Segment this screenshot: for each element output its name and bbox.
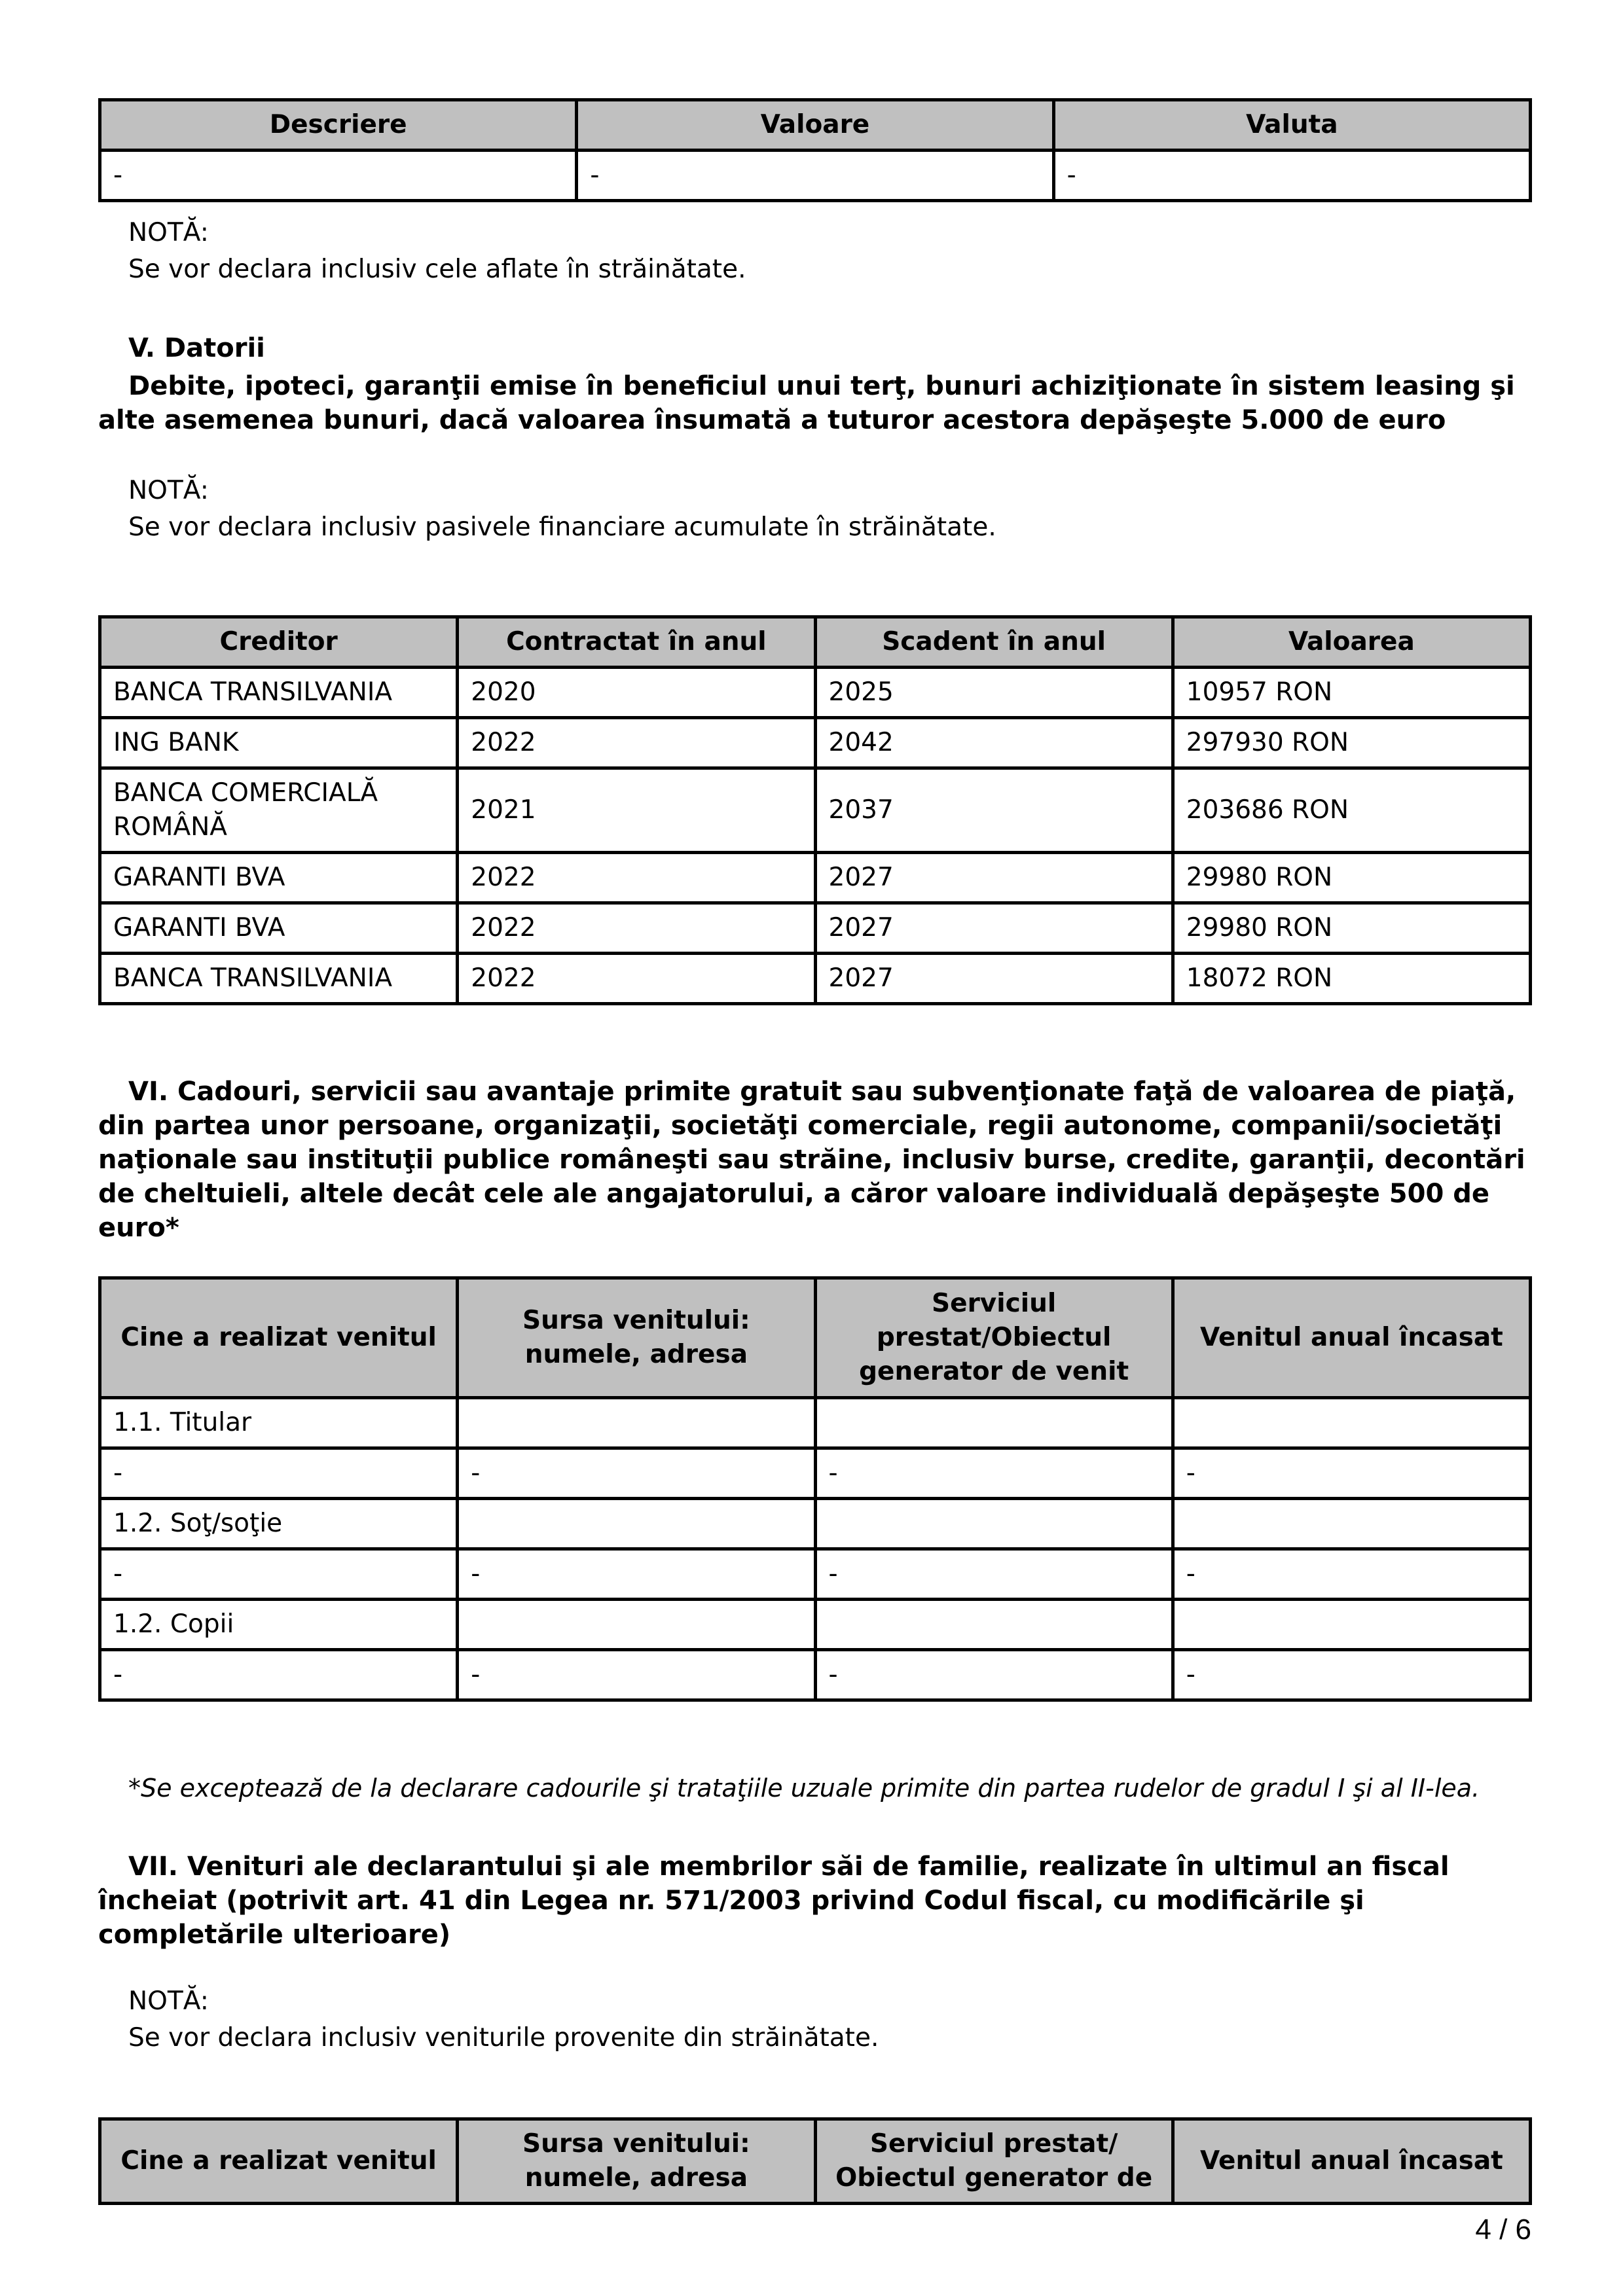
note-label: NOTĂ:: [128, 218, 209, 247]
note-label: NOTĂ:: [128, 1986, 209, 2016]
table-cell: -: [458, 1448, 815, 1499]
section-title: VI. Cadouri, servicii sau avantaje primite gratuit sau subvenţionate faţă de valoarea de piaţă, din partea unor persoane, organizaţii, societăţi comerciale, regii autonome, companii/societăţi naţionale sau instituţii publice româneşti sau străine, inclusiv burse, credite, garanţii, decontări de cheltuieli, altele decât cele ale angajatorului, a căror valoare individuală depăşeşte 500 de euro*: [98, 1077, 1525, 1243]
table-row: [100, 151, 1531, 201]
table-cell: 2020: [458, 668, 815, 718]
table-cell: -: [100, 151, 577, 201]
table-header: Valoare: [577, 100, 1053, 151]
table-row: [100, 1398, 1531, 1448]
table-header: Contractat în anul: [458, 617, 815, 668]
table-row: [100, 768, 1531, 853]
table-cell: [1173, 1398, 1530, 1448]
note-text: Se vor declara inclusiv veniturile provenite din străinătate.: [128, 2023, 879, 2053]
section-7: [98, 1850, 1532, 1952]
table-row: [100, 1650, 1531, 1700]
table-cell: 2027: [815, 853, 1173, 903]
table-row: [100, 1499, 1531, 1549]
table-header-row: [100, 100, 1531, 151]
table-cell: 2022: [458, 718, 815, 768]
table-cell: 10957 RON: [1173, 668, 1530, 718]
table-cell: -: [1173, 1549, 1530, 1600]
table-cell: 2022: [458, 853, 815, 903]
table-header: Valoarea: [1173, 617, 1530, 668]
section-title: VII. Venituri ale declarantului şi ale membrilor săi de familie, realizate în ultimul an fiscal încheiat (potrivit art. 41 din Legea nr. 571/2003 privind Codul fiscal, cu modificările şi completările ulterioare): [98, 1852, 1450, 1950]
section-title: V. Datorii: [128, 333, 265, 363]
table-cell: 2022: [458, 903, 815, 954]
table-row: [100, 954, 1531, 1004]
table-cell: -: [815, 1448, 1173, 1499]
table-cell: [458, 1398, 815, 1448]
table-row: [100, 1549, 1531, 1600]
table-header-row: [100, 617, 1531, 668]
table-cell: GARANTI BVA: [100, 903, 458, 954]
table-header: Descriere: [100, 100, 577, 151]
table-cell: 2042: [815, 718, 1173, 768]
table-cell: -: [458, 1549, 815, 1600]
table-header: Serviciul prestat/ Obiectul generator de: [815, 2119, 1173, 2204]
table-cell: 18072 RON: [1173, 954, 1530, 1004]
table-row: [100, 1448, 1531, 1499]
table-cell: [815, 1600, 1173, 1650]
table-header-row: [100, 2119, 1531, 2204]
table-header: Venitul anual încasat: [1173, 2119, 1530, 2204]
table-cell: 2021: [458, 768, 815, 853]
table-cell: [815, 1499, 1173, 1549]
table-cell: [815, 1398, 1173, 1448]
table-cell: BANCA TRANSILVANIA: [100, 668, 458, 718]
table-row: [100, 853, 1531, 903]
table-cell: 2037: [815, 768, 1173, 853]
note-text: Se vor declara inclusiv cele aflate în străinătate.: [128, 255, 746, 284]
table-cell: 2027: [815, 954, 1173, 1004]
note-label: NOTĂ:: [128, 476, 209, 505]
table-cell: 2022: [458, 954, 815, 1004]
table-cell: -: [100, 1549, 458, 1600]
debts-table: [98, 615, 1532, 1005]
table-cell: 203686 RON: [1173, 768, 1530, 853]
table-cell: -: [458, 1650, 815, 1700]
table-header: Valuta: [1053, 100, 1530, 151]
table-row: [100, 668, 1531, 718]
table-cell: -: [815, 1549, 1173, 1600]
page-number: 4 / 6: [1475, 2214, 1531, 2246]
table-cell: -: [1173, 1448, 1530, 1499]
table-cell: -: [100, 1448, 458, 1499]
table-cell: -: [577, 151, 1053, 201]
table-header-row: [100, 1278, 1531, 1398]
table-row: [100, 1600, 1531, 1650]
table-cell: GARANTI BVA: [100, 853, 458, 903]
table-cell: ING BANK: [100, 718, 458, 768]
section-6: [98, 1075, 1532, 1245]
table-cell: [458, 1600, 815, 1650]
assets-table: [98, 98, 1532, 202]
table-header: Scadent în anul: [815, 617, 1173, 668]
table-cell: 2025: [815, 668, 1173, 718]
table-header: Venitul anual încasat: [1173, 1278, 1530, 1398]
table-cell: BANCA COMERCIALĂ ROMÂNĂ: [100, 768, 458, 853]
table-header: Sursa venitului: numele, adresa: [458, 2119, 815, 2204]
note-block: [98, 215, 746, 288]
section-subtitle: Debite, ipoteci, garanţii emise în beneficiul unui terţ, bunuri achiziţionate în sistem leasing şi alte asemenea bunuri, dacă valoarea însumată a tuturor acestora depăşeşte 5.000 de euro: [98, 371, 1515, 435]
note-text: Se vor declara inclusiv pasivele financiare acumulate în străinătate.: [128, 512, 996, 542]
table-cell: 1.2. Soţ/soţie: [100, 1499, 458, 1549]
table-cell: -: [1053, 151, 1530, 201]
table-header: Cine a realizat venitul: [100, 1278, 458, 1398]
table-row: [100, 718, 1531, 768]
table-cell: -: [100, 1650, 458, 1700]
table-header: Creditor: [100, 617, 458, 668]
note-block: [98, 1983, 879, 2056]
table-cell: [1173, 1499, 1530, 1549]
table-cell: 1.2. Copii: [100, 1600, 458, 1650]
table-cell: 1.1. Titular: [100, 1398, 458, 1448]
table-cell: 29980 RON: [1173, 903, 1530, 954]
table-row: [100, 903, 1531, 954]
table-cell: 2027: [815, 903, 1173, 954]
gifts-table: [98, 1276, 1532, 1702]
footnote: *Se exceptează de la declarare cadourile şi trataţiile uzuale primite din partea rudelor de gradul I şi al II-lea.: [128, 1774, 1480, 1803]
table-cell: BANCA TRANSILVANIA: [100, 954, 458, 1004]
table-cell: [1173, 1600, 1530, 1650]
note-block: [98, 473, 996, 546]
table-cell: -: [1173, 1650, 1530, 1700]
table-header: Serviciul prestat/Obiectul generator de venit: [815, 1278, 1173, 1398]
income-table: [98, 2117, 1532, 2205]
table-header: Sursa venitului: numele, adresa: [458, 1278, 815, 1398]
table-cell: [458, 1499, 815, 1549]
table-cell: 29980 RON: [1173, 853, 1530, 903]
table-header: Cine a realizat venitul: [100, 2119, 458, 2204]
section-5: [98, 331, 1532, 437]
table-cell: 297930 RON: [1173, 718, 1530, 768]
table-cell: -: [815, 1650, 1173, 1700]
